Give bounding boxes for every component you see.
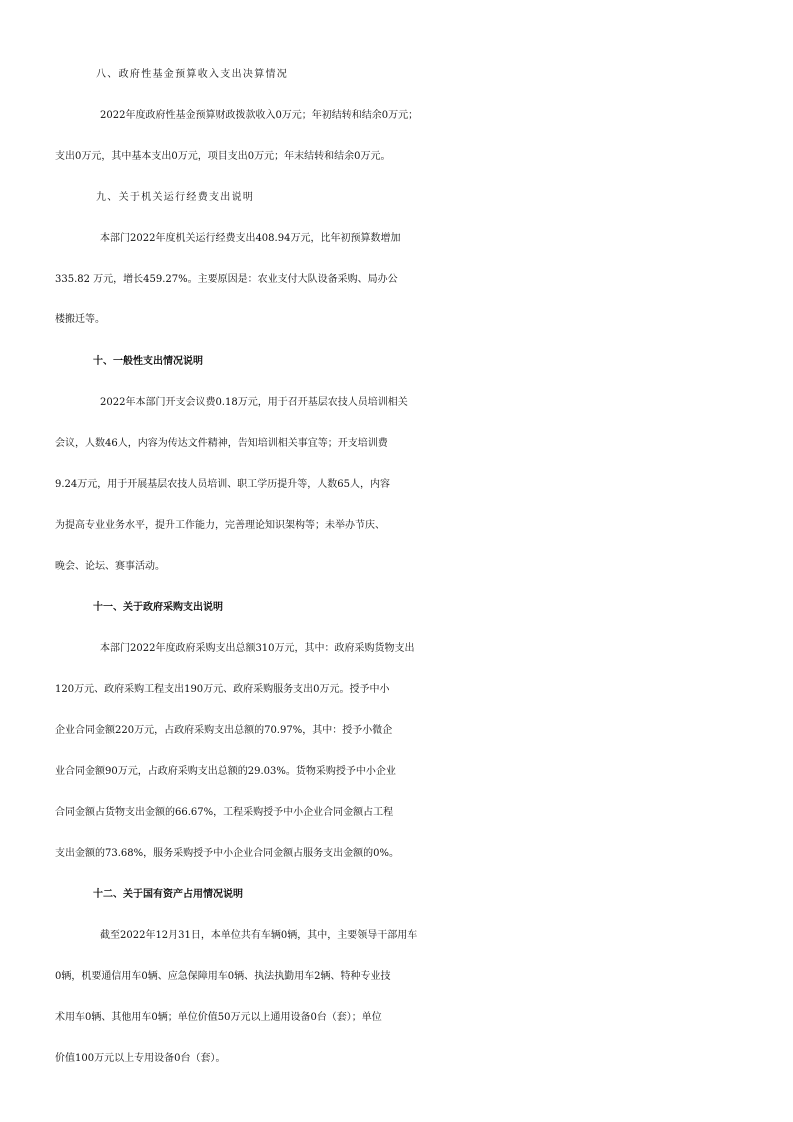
paragraph-line: 术用车0辆、其他用车0辆；单位价值50万元以上通用设备0台（套）；单位 bbox=[55, 1012, 382, 1023]
paragraph-line: 截至2022年12月31日，本单位共有车辆0辆，其中，主要领导干部用车 bbox=[100, 930, 418, 941]
paragraph-line: 本部门2022年度机关运行经费支出408.94万元，比年初预算数增加 bbox=[100, 233, 401, 244]
paragraph-line: 为提高专业业务水平，提升工作能力，完善理论知识架构等；未举办节庆、 bbox=[55, 520, 385, 531]
paragraph-line: 2022年度政府性基金预算财政拨款收入0万元；年初结转和结余0万元； bbox=[100, 110, 419, 121]
paragraph-line: 9.24万元，用于开展基层农技人员培训、职工学历提升等，人数65人，内容 bbox=[55, 479, 390, 490]
paragraph-line: 支出金额的73.68%，服务采购授予中小企业合同金额占服务支出金额的0%。 bbox=[55, 848, 399, 859]
paragraph-line: 业合同金额90万元，占政府采购支出总额的29.03%。货物采购授予中小企业 bbox=[55, 766, 396, 777]
section-heading-12: 十二、关于国有资产占用情况说明 bbox=[93, 889, 243, 900]
paragraph-line: 335.82 万元，增长459.27%。主要原因是：农业支付大队设备采购、局办公 bbox=[55, 274, 398, 285]
paragraph-line: 0辆，机要通信用车0辆、应急保障用车0辆、执法执勤用车2辆、特种专业技 bbox=[55, 971, 391, 982]
section-heading-10: 十、一般性支出情况说明 bbox=[93, 356, 203, 367]
paragraph-line: 本部门2022年度政府采购支出总额310万元，其中：政府采购货物支出 bbox=[100, 643, 415, 654]
paragraph-line: 价值100万元以上专用设备0台（套）。 bbox=[55, 1053, 226, 1064]
section-heading-9: 九、关于机关运行经费支出说明 bbox=[96, 192, 255, 203]
paragraph-line: 支出0万元，其中基本支出0万元，项目支出0万元；年末结转和结余0万元。 bbox=[55, 151, 391, 162]
paragraph-line: 楼搬迁等。 bbox=[55, 314, 105, 325]
paragraph-line: 会议，人数46人，内容为传达文件精神，告知培训相关事宜等；开支培训费 bbox=[55, 438, 388, 449]
paragraph-line: 企业合同金额220万元，占政府采购支出总额的70.97%，其中：授予小微企 bbox=[55, 725, 393, 736]
paragraph-line: 晚会、论坛、赛事活动。 bbox=[55, 561, 165, 572]
paragraph-line: 合同金额占货物支出金额的66.67%，工程采购授予中小企业合同金额占工程 bbox=[55, 807, 394, 818]
paragraph-line: 120万元、政府采购工程支出190万元、政府采购服务支出0万元。授予中小 bbox=[55, 684, 390, 695]
section-heading-11: 十一、关于政府采购支出说明 bbox=[93, 602, 223, 613]
section-heading-8: 八、政府性基金预算收入支出决算情况 bbox=[96, 69, 289, 80]
paragraph-line: 2022年本部门开支会议费0.18万元，用于召开基层农技人员培训相关 bbox=[100, 397, 408, 408]
